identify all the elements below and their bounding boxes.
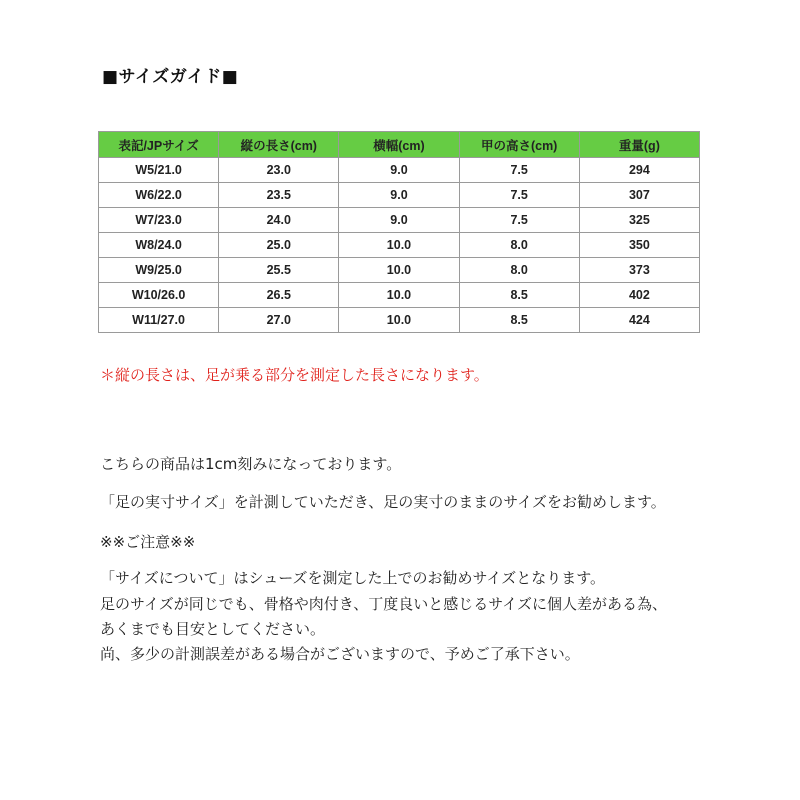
- table-cell: 424: [579, 308, 699, 333]
- table-row: [99, 183, 700, 208]
- table-cell: 24.0: [219, 208, 339, 233]
- table-cell: 10.0: [339, 308, 459, 333]
- table-cell: 402: [579, 283, 699, 308]
- table-cell: 23.5: [219, 183, 339, 208]
- measurement-note: ＊縦の長さは、足が乗る部分を測定した長さになります。: [100, 366, 489, 384]
- table-cell: W11/27.0: [99, 308, 219, 333]
- table-cell: 25.5: [219, 258, 339, 283]
- column-header-instep-height: 甲の高さ(cm): [459, 132, 579, 158]
- table-cell: 9.0: [339, 208, 459, 233]
- table-cell: 8.5: [459, 283, 579, 308]
- caution-line-3: あくまでも目安としてください。: [100, 620, 326, 638]
- table-cell: 7.5: [459, 208, 579, 233]
- column-header-width: 横幅(cm): [339, 132, 459, 158]
- table-row: [99, 233, 700, 258]
- table-cell: W8/24.0: [99, 233, 219, 258]
- table-cell: 8.0: [459, 258, 579, 283]
- table-cell: 10.0: [339, 283, 459, 308]
- table-cell: W10/26.0: [99, 283, 219, 308]
- table-cell: 7.5: [459, 158, 579, 183]
- table-cell: 7.5: [459, 183, 579, 208]
- table-cell: 350: [579, 233, 699, 258]
- table-cell: 8.0: [459, 233, 579, 258]
- page-title: ■サイズガイド■: [102, 67, 239, 87]
- table-row: [99, 308, 700, 333]
- table-cell: 307: [579, 183, 699, 208]
- table-cell: 10.0: [339, 233, 459, 258]
- paragraph-size-increment: こちらの商品は1cm刻みになっております。: [100, 455, 402, 473]
- column-header-size: 表記/JPサイズ: [99, 132, 219, 158]
- table-cell: W6/22.0: [99, 183, 219, 208]
- table-cell: 27.0: [219, 308, 339, 333]
- size-guide-table: [98, 131, 700, 333]
- table-cell: 26.5: [219, 283, 339, 308]
- table-row: [99, 158, 700, 183]
- column-header-weight: 重量(g): [579, 132, 699, 158]
- table-cell: W7/23.0: [99, 208, 219, 233]
- caution-line-4: 尚、多少の計測誤差がある場合がございますので、予めご了承下さい。: [100, 645, 580, 663]
- table-cell: 294: [579, 158, 699, 183]
- table-cell: 10.0: [339, 258, 459, 283]
- column-header-length: 縦の長さ(cm): [219, 132, 339, 158]
- table-cell: 325: [579, 208, 699, 233]
- caution-line-1: 「サイズについて」はシューズを測定した上でのお勧めサイズとなります。: [100, 569, 606, 587]
- table-cell: 25.0: [219, 233, 339, 258]
- table-cell: 23.0: [219, 158, 339, 183]
- table-cell: W5/21.0: [99, 158, 219, 183]
- table-row: [99, 208, 700, 233]
- table-cell: 8.5: [459, 308, 579, 333]
- table-row: [99, 258, 700, 283]
- table-cell: 9.0: [339, 183, 459, 208]
- table-row: [99, 283, 700, 308]
- table-cell: 373: [579, 258, 699, 283]
- paragraph-recommendation: 「足の実寸サイズ」を計測していただき、足の実寸のままのサイズをお勧めします。: [100, 493, 666, 511]
- table-cell: 9.0: [339, 158, 459, 183]
- caution-line-2: 足のサイズが同じでも、骨格や肉付き、丁度良いと感じるサイズに個人差がある為、: [100, 595, 668, 613]
- caution-heading: ※※ご注意※※: [100, 533, 196, 551]
- table-cell: W9/25.0: [99, 258, 219, 283]
- table-header-row: [99, 132, 700, 158]
